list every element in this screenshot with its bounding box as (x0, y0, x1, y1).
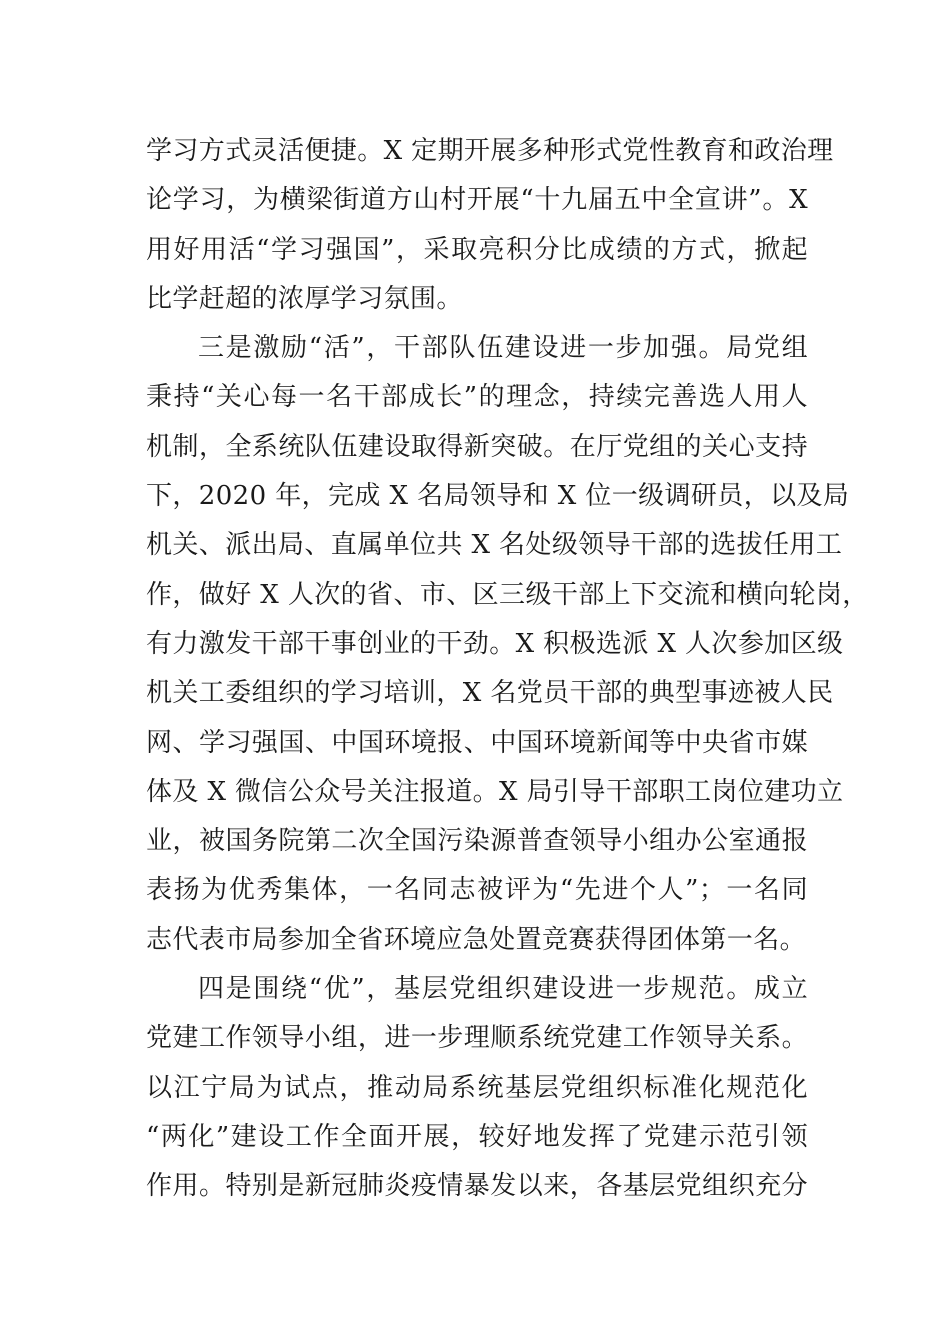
text-line: 秉持“关心每一名干部成长”的理念，持续完善选人用人 (146, 382, 808, 413)
text-line: 志代表市局参加全省环境应急处置竞赛获得团体第一名。 (146, 924, 807, 955)
text-line: 表扬为优秀集体，一名同志被评为“先进个人”；一名同 (146, 875, 808, 906)
body-text (146, 127, 869, 1212)
text-line: “两化”建设工作全面开展，较好地发挥了党建示范引领 (146, 1121, 808, 1152)
text-line: 业，被国务院第二次全国污染源普查领导小组办公室通报 (146, 826, 808, 857)
text-line: 机关、派出局、直属单位共 X 名处级领导干部的选拔任用工 (146, 530, 843, 561)
paragraph-first-line: 四是围绕“优”，基层党组织建设进一步规范。成立 (198, 974, 808, 1005)
text-line: 网、学习强国、中国环境报、中国环境新闻等中央省市媒 (146, 727, 808, 758)
text-line: 比学赶超的浓厚学习氛围。 (146, 283, 463, 314)
text-line: 下，2020 年，完成 X 名局领导和 X 位一级调研员，以及局 (146, 481, 850, 512)
text-line: 论学习，为横梁街道方山村开展“十九届五中全宣讲”。X (146, 185, 808, 216)
paragraph-first-line: 三是激励“活”，干部队伍建设进一步加强。局党组 (198, 333, 808, 364)
text-line: 体及 X 微信公众号关注报道。X 局引导干部职工岗位建功立 (146, 776, 844, 807)
text-line: 以江宁局为试点，推动局系统基层党组织标准化规范化 (146, 1072, 808, 1103)
text-line: 党建工作领导小组，进一步理顺系统党建工作领导关系。 (146, 1023, 808, 1054)
text-line: 作用。特别是新冠肺炎疫情暴发以来，各基层党组织充分 (146, 1171, 808, 1202)
text-line: 学习方式灵活便捷。X 定期开展多种形式党性教育和政治理 (146, 136, 834, 166)
text-line: 有力激发干部干事创业的干劲。X 积极选派 X 人次参加区级 (146, 628, 844, 659)
text-line: 作，做好 X 人次的省、市、区三级干部上下交流和横向轮岗， (146, 579, 869, 610)
text-line: 用好用活“学习强国”，采取亮积分比成绩的方式，掀起 (146, 234, 808, 265)
text-line: 机制，全系统队伍建设取得新突破。在厅党组的关心支持 (146, 431, 808, 462)
text-line: 机关工委组织的学习培训，X 名党员干部的典型事迹被人民 (146, 678, 834, 709)
